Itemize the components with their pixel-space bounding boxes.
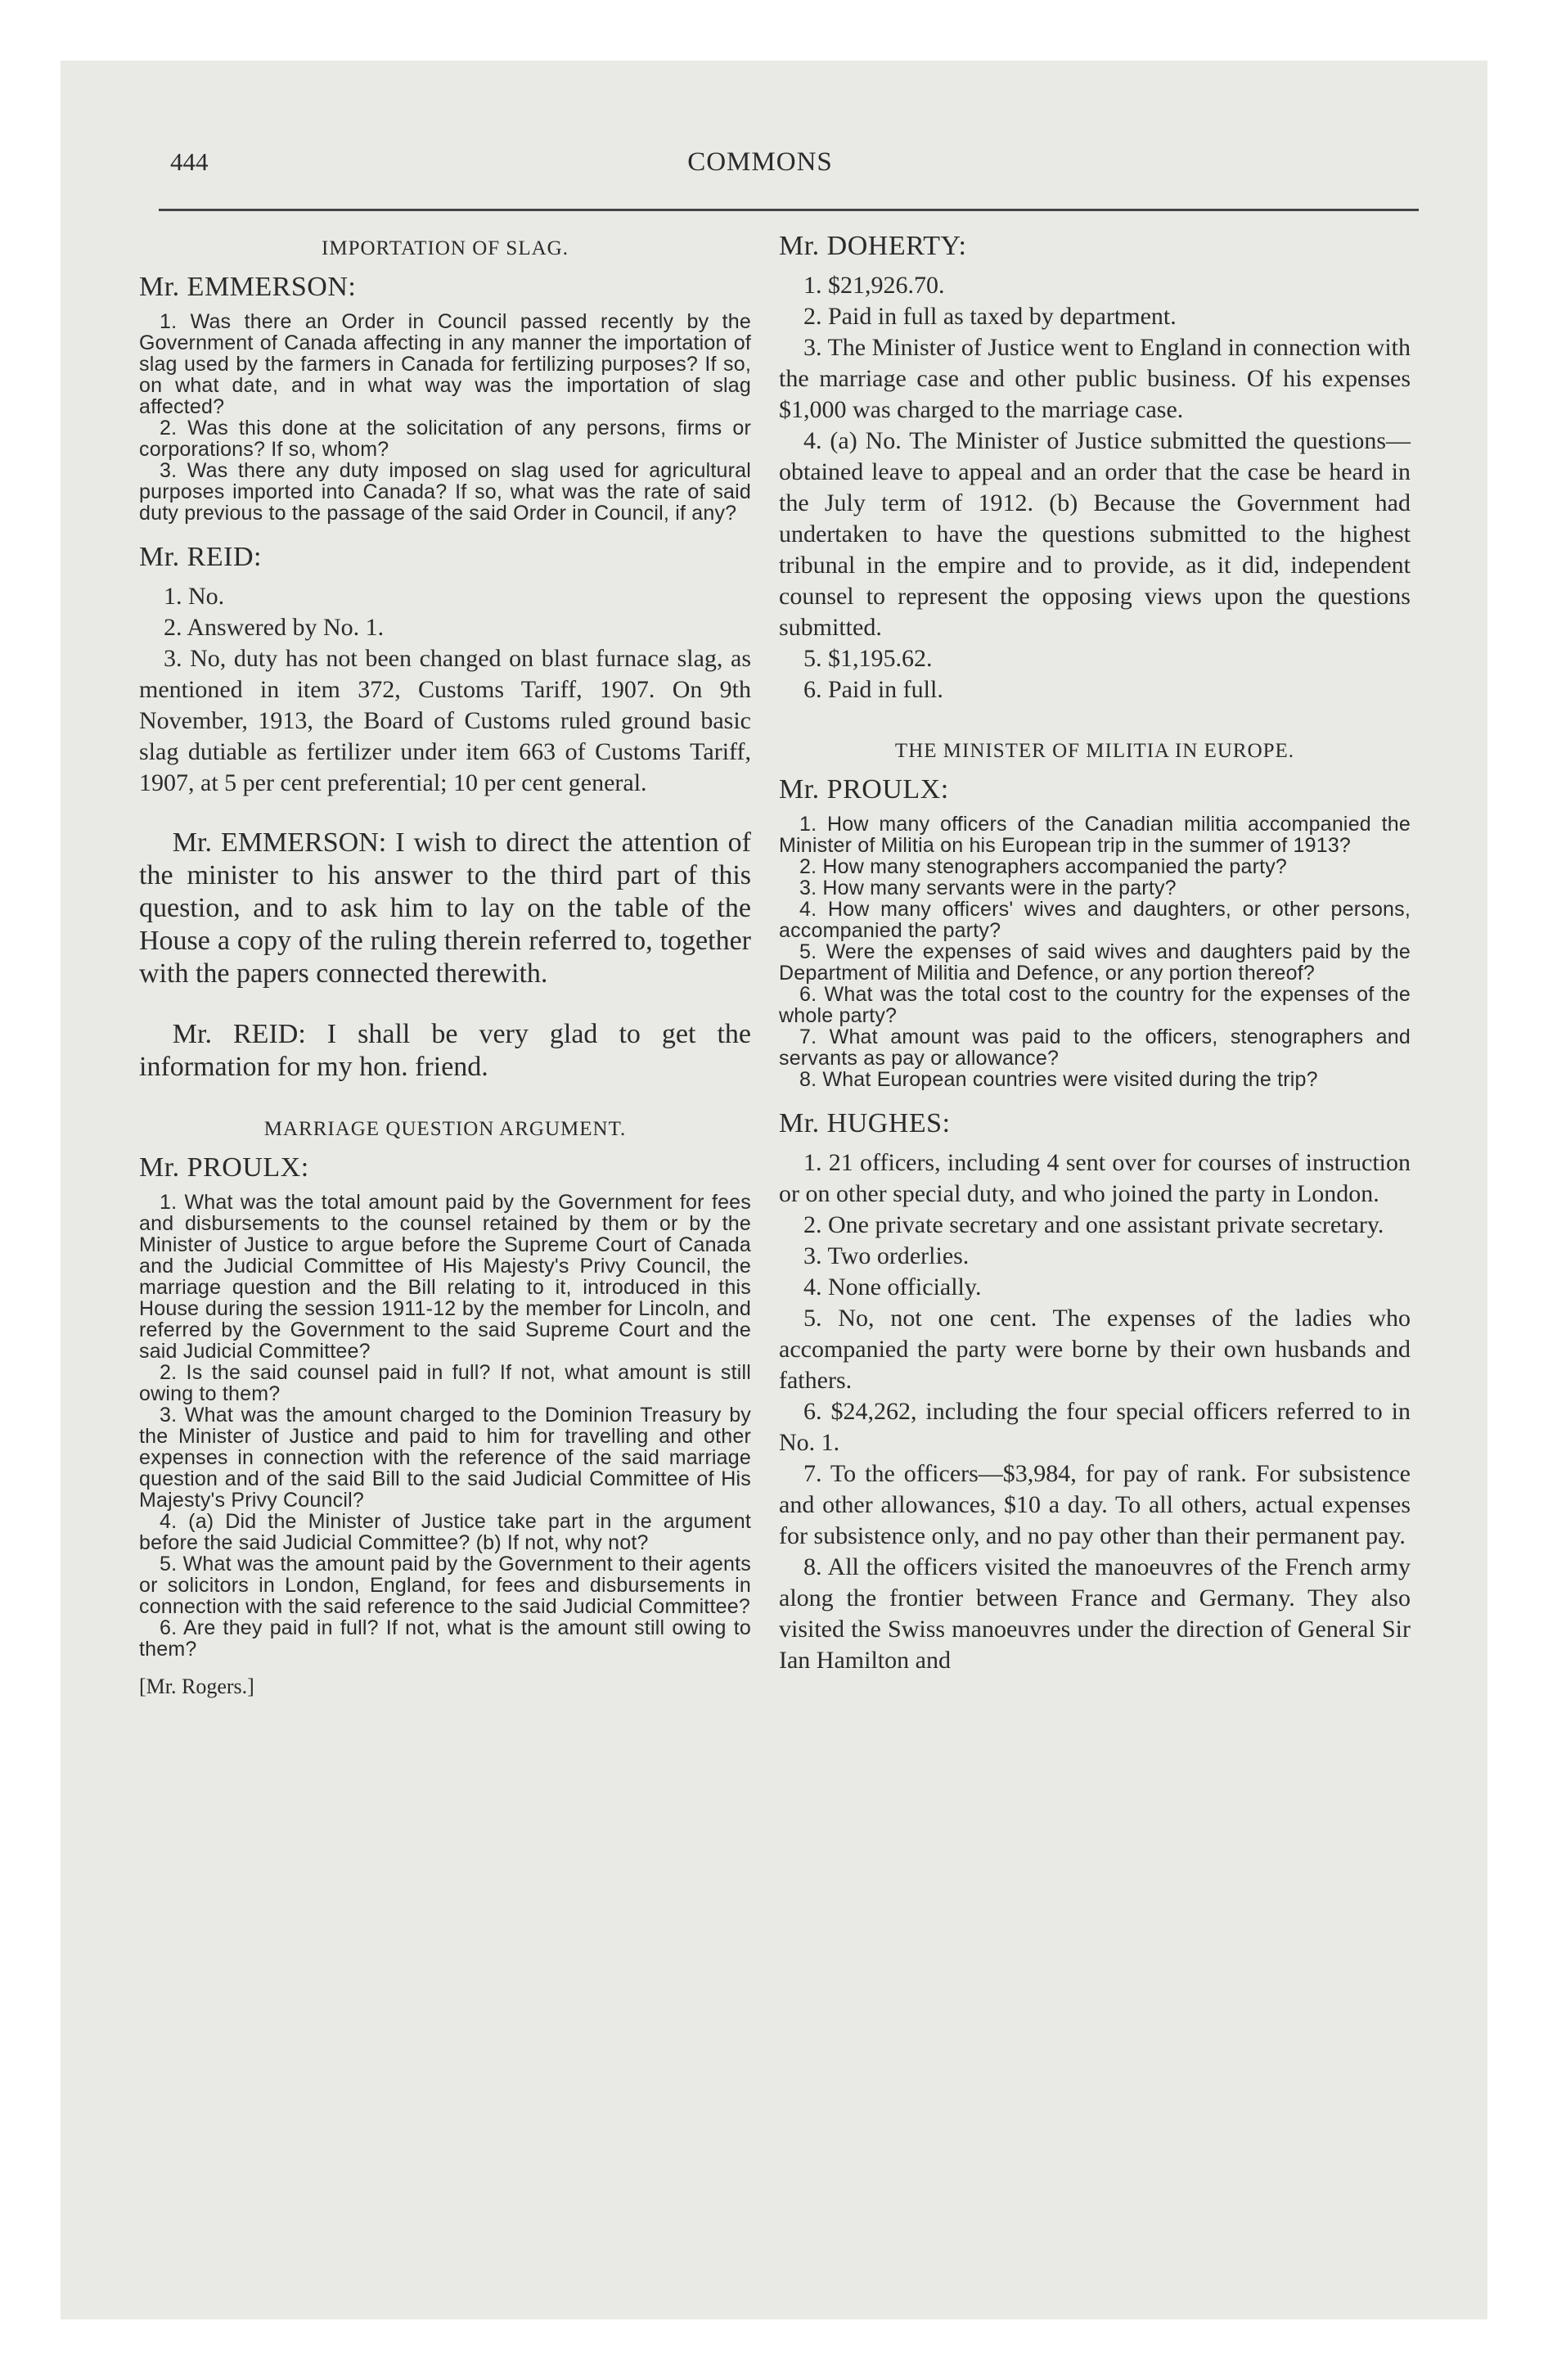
- answer-item: 4. None officially.: [803, 1273, 982, 1300]
- answer-item: 8. All the officers visited the manoeuvres of the French army along the frontier between France and Germany. They also visited the Swiss manoeuvres under the direction of General Sir Ian Hamilton and: [779, 1553, 1411, 1674]
- answer-item: 2. Answered by No. 1.: [164, 614, 385, 641]
- question-item: 6. What was the total cost to the country for the expenses of the whole party?: [779, 983, 1411, 1027]
- answer-item: 5. $1,195.62.: [803, 645, 933, 672]
- question-item: 1. What was the total amount paid by the Government for fees and disbursements to the counsel retained by them or by the Minister of Justice to argue before the Supreme Court of Canada and the Judicial Committee of His Majesty's Privy Council, the marriage question and the Bill relating to it, introduced in this House during the session 1911-12 by the member for Lincoln, and referred by the Government to the said Supreme Court and the said Judicial Committee?: [139, 1191, 751, 1363]
- answer-item: 3. No, duty has not been changed on blast furnace slag, as mentioned in item 372, Customs Tariff, 1907. On 9th November, 1913, the Board of Customs ruled ground basic slag dutiable as fertilizer under item 663 of Customs Tariff, 1907, at 5 per cent preferential; 10 per cent general.: [139, 645, 751, 796]
- speaker-emmerson: Mr. EMMERSON:: [139, 272, 357, 302]
- right-column: [779, 231, 1411, 1676]
- question-item: 2. How many stenographers accompanied the party?: [799, 855, 1288, 878]
- question-item: 6. Are they paid in full? If not, what is the amount still owing to them?: [139, 1616, 751, 1661]
- footnote: [Mr. Rogers.]: [139, 1675, 254, 1698]
- answer-item: 5. No, not one cent. The expenses of the ladies who accompanied the party were borne by their own husbands and fathers.: [779, 1305, 1411, 1394]
- question-item: 4. How many officers' wives and daughters, or other persons, accompanied the party?: [779, 898, 1411, 942]
- section-heading-slag: IMPORTATION OF SLAG.: [322, 237, 569, 259]
- question-item: 3. How many servants were in the party?: [799, 877, 1177, 899]
- question-item: 5. What was the amount paid by the Government to their agents or solicitors in London, England, for fees and disbursements in connection with the said reference to the said Judicial Committee?: [139, 1553, 751, 1618]
- page-header: [110, 147, 1411, 188]
- left-column: [139, 231, 751, 1699]
- question-item: 8. What European countries were visited during the trip?: [799, 1068, 1318, 1091]
- answer-item: 3. Two orderlies.: [803, 1242, 970, 1269]
- answer-item: 2. One private secretary and one assistant private secretary.: [803, 1211, 1384, 1238]
- page-number: 444: [170, 147, 209, 176]
- header-rule: [159, 209, 1419, 211]
- answer-item: 7. To the officers—$3,984, for pay of rank. For subsistence and other allowances, $10 a day. To all others, actual expenses for subsistence only, and no pay other than their permanent pay.: [779, 1460, 1411, 1549]
- answer-item: 6. $24,262, including the four special officers referred to in No. 1.: [779, 1398, 1411, 1456]
- answer-item: 2. Paid in full as taxed by department.: [803, 303, 1177, 330]
- answer-item: 4. (a) No. The Minister of Justice submitted the questions—obtained leave to appeal and an order that the case be heard in the July term of 1912. (b) Because the Government had undertaken to have the questions submitted to the highest tribunal in the empire and to provide, as it did, independent counsel to represent the opposing views upon the questions submitted.: [779, 427, 1411, 641]
- answer-item: 3. The Minister of Justice went to England in connection with the marriage case and other public business. Of his expenses $1,000 was charged to the marriage case.: [779, 334, 1411, 423]
- speaker-proulx: Mr. PROULX:: [779, 774, 949, 805]
- question-item: 7. What amount was paid to the officers, stenographers and servants as pay or allowance?: [779, 1025, 1411, 1070]
- emmerson-remark: Mr. EMMERSON: I wish to direct the attention of the minister to his answer to the third part of this question, and to ask him to lay on the table of the House a copy of the ruling therein referred to, together with the papers connected therewith.: [139, 827, 751, 989]
- section-heading-marriage: MARRIAGE QUESTION ARGUMENT.: [263, 1118, 627, 1140]
- question-item: 2. Was this done at the solicitation of any persons, firms or corporations? If so, whom?: [139, 417, 751, 461]
- speaker-hughes: Mr. HUGHES:: [779, 1108, 951, 1138]
- reid-remark: Mr. REID: I shall be very glad to get the information for my hon. friend.: [139, 1019, 751, 1082]
- question-item: 4. (a) Did the Minister of Justice take part in the argument before the said Judicial Committee? (b) If not, why not?: [139, 1510, 751, 1554]
- question-item: 3. Was there any duty imposed on slag used for agricultural purposes imported into Canada? If so, what was the rate of said duty previous to the passage of the said Order in Council, if any?: [139, 459, 751, 525]
- speaker-proulx: Mr. PROULX:: [139, 1152, 309, 1183]
- answer-item: 1. $21,926.70.: [803, 272, 945, 299]
- question-item: 3. What was the amount charged to the Dominion Treasury by the Minister of Justice and paid to him for travelling and other expenses in connection with the reference of the said marriage question and of the said Bill to the said Judicial Committee of His Majesty's Privy Council?: [139, 1404, 751, 1512]
- running-title: COMMONS: [687, 147, 833, 177]
- answer-item: 6. Paid in full.: [803, 676, 943, 703]
- question-item: 1. Was there an Order in Council passed recently by the Government of Canada affecting in any manner the importation of slag used by the farmers in Canada for fertilizing purposes? If so, on what date, and in what way was the importation of slag affected?: [139, 310, 751, 418]
- question-item: 2. Is the said counsel paid in full? If not, what amount is still owing to them?: [139, 1361, 751, 1405]
- answer-item: 1. No.: [164, 583, 225, 610]
- question-item: 1. How many officers of the Canadian militia accompanied the Minister of Militia on his European trip in the summer of 1913?: [779, 813, 1411, 857]
- question-item: 5. Were the expenses of said wives and daughters paid by the Department of Militia and Defence, or any portion thereof?: [779, 940, 1411, 985]
- section-heading-militia: THE MINISTER OF MILITIA IN EUROPE.: [894, 740, 1295, 762]
- speaker-doherty: Mr. DOHERTY:: [779, 231, 967, 261]
- speaker-reid: Mr. REID:: [139, 542, 262, 572]
- answer-item: 1. 21 officers, including 4 sent over for courses of instruction or on other special duty, and who joined the party in London.: [779, 1149, 1411, 1207]
